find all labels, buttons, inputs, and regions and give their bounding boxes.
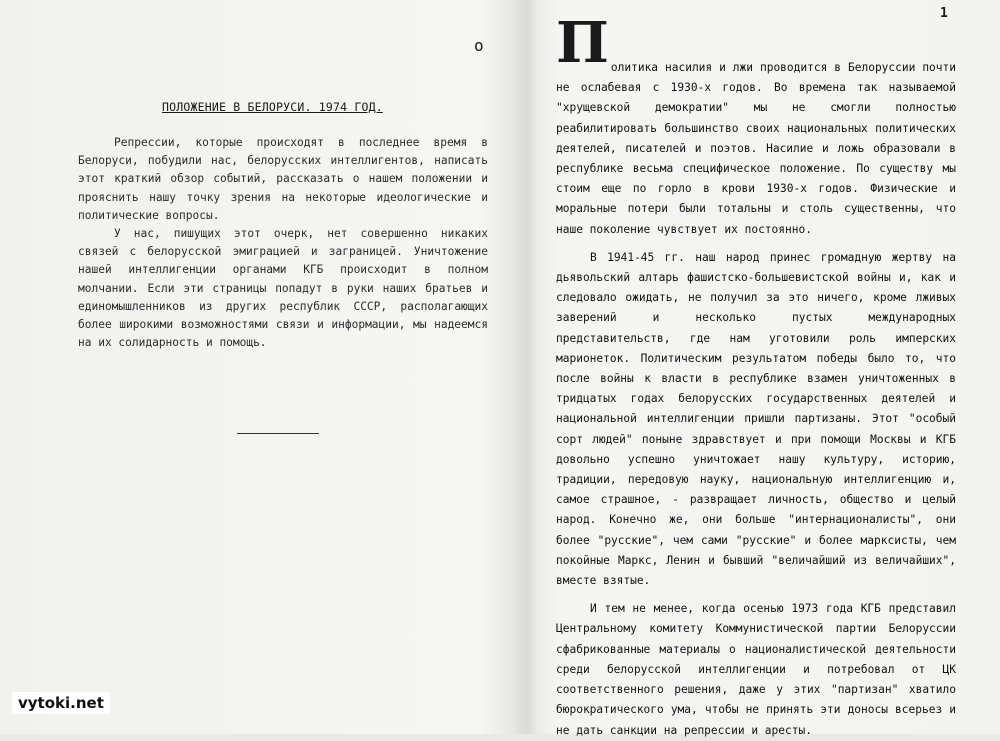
section-divider — [237, 433, 319, 434]
page-fold-shadow — [515, 0, 539, 734]
site-watermark: vytoki.net — [12, 692, 110, 714]
left-paragraph-2: У нас, пишущих этот очерк, нет совершенно никаких связей с белорусской эмиграцией и заграницей. Уничтожение нашей интеллигенции органами КГБ происходит в полном молчании. Если эти страницы попадут в руки наших братьев и единомышленников из других республик СССР, располагающих более широкими возможностями связи и информации, мы надеемся на их солидарность и помощь. — [78, 227, 488, 350]
page-number: 1 — [940, 6, 948, 21]
right-paragraph-1: олитика насилия и лжи проводится в Белоруссии почти не ослабевая с 1930-х годов. Во времена так называемой "хрущевской демократии" мы не смогли полностью реабилитировать большинство своих национальных политических деятелей, писателей и поэтов. Насилие и ложь образовали в республике весьма специфическое положение. По существу мы стоим еще по горло в крови 1930-х годов. Физические и моральные потери были тотальны и столь существенны, что наше поколение чувствует их постоянно. — [556, 61, 956, 236]
right-paragraph-2: В 1941-45 гг. наш народ принес громадную жертву на дьявольский алтарь фашистско-большевистской войны и, как и следовало ожидать, не получил за это ничего, кроме лживых заверений и несколько пустых международных представительств, где нам уготовили роль имперских марионеток. Политическим результатом победы было то, что после войны к власти в республике взамен уничтоженных в тридцатых годах белорусских государственных деятелей и национальной интеллигенции пришли партизаны. Этот "особый сорт людей" поныне здравствует и при помощи Москвы и КГБ довольно успешно уничтожает нашу культуру, историю, традиции, передовую науку, национальную интеллигенцию и, самое страшное, - развращает личность, общество и целый народ. Конечно же, они больше "интернационалисты", они более "русские", чем сами "русские" и более марксисты, чем покойные Маркс, Ленин и бывший "величайший из величайших", вместе взятые. — [556, 250, 956, 588]
ring-mark: o — [474, 36, 484, 55]
right-paragraph-3: И тем не менее, когда осенью 1973 года КГБ представил Центральному комитету Коммунистической партии Белоруссии сфабрикованные материалы о националистической деятельности среди белорусской интеллигенции и потребовал от ЦК соответственного решения, даже у этих "партизан" хватило бюрократического ума, чтобы не принять эти доносы всерьез и не дать санкции на репрессии и аресты. — [556, 602, 956, 737]
right-page — [556, 10, 956, 741]
left-paragraph-1: Репрессии, которые происходят в последнее время в Белоруси, побудили нас, белорусских интеллигентов, написать этот краткий обзор событий, рассказать о нашем положении и прояснить нашу точку зрения на некоторые идеологические и политические вопросы. — [78, 136, 488, 222]
left-page — [78, 100, 488, 352]
drop-cap: П — [556, 10, 609, 76]
document-title: ПОЛОЖЕНИЕ В БЕЛОРУСИ. 1974 ГОД. — [162, 100, 383, 114]
